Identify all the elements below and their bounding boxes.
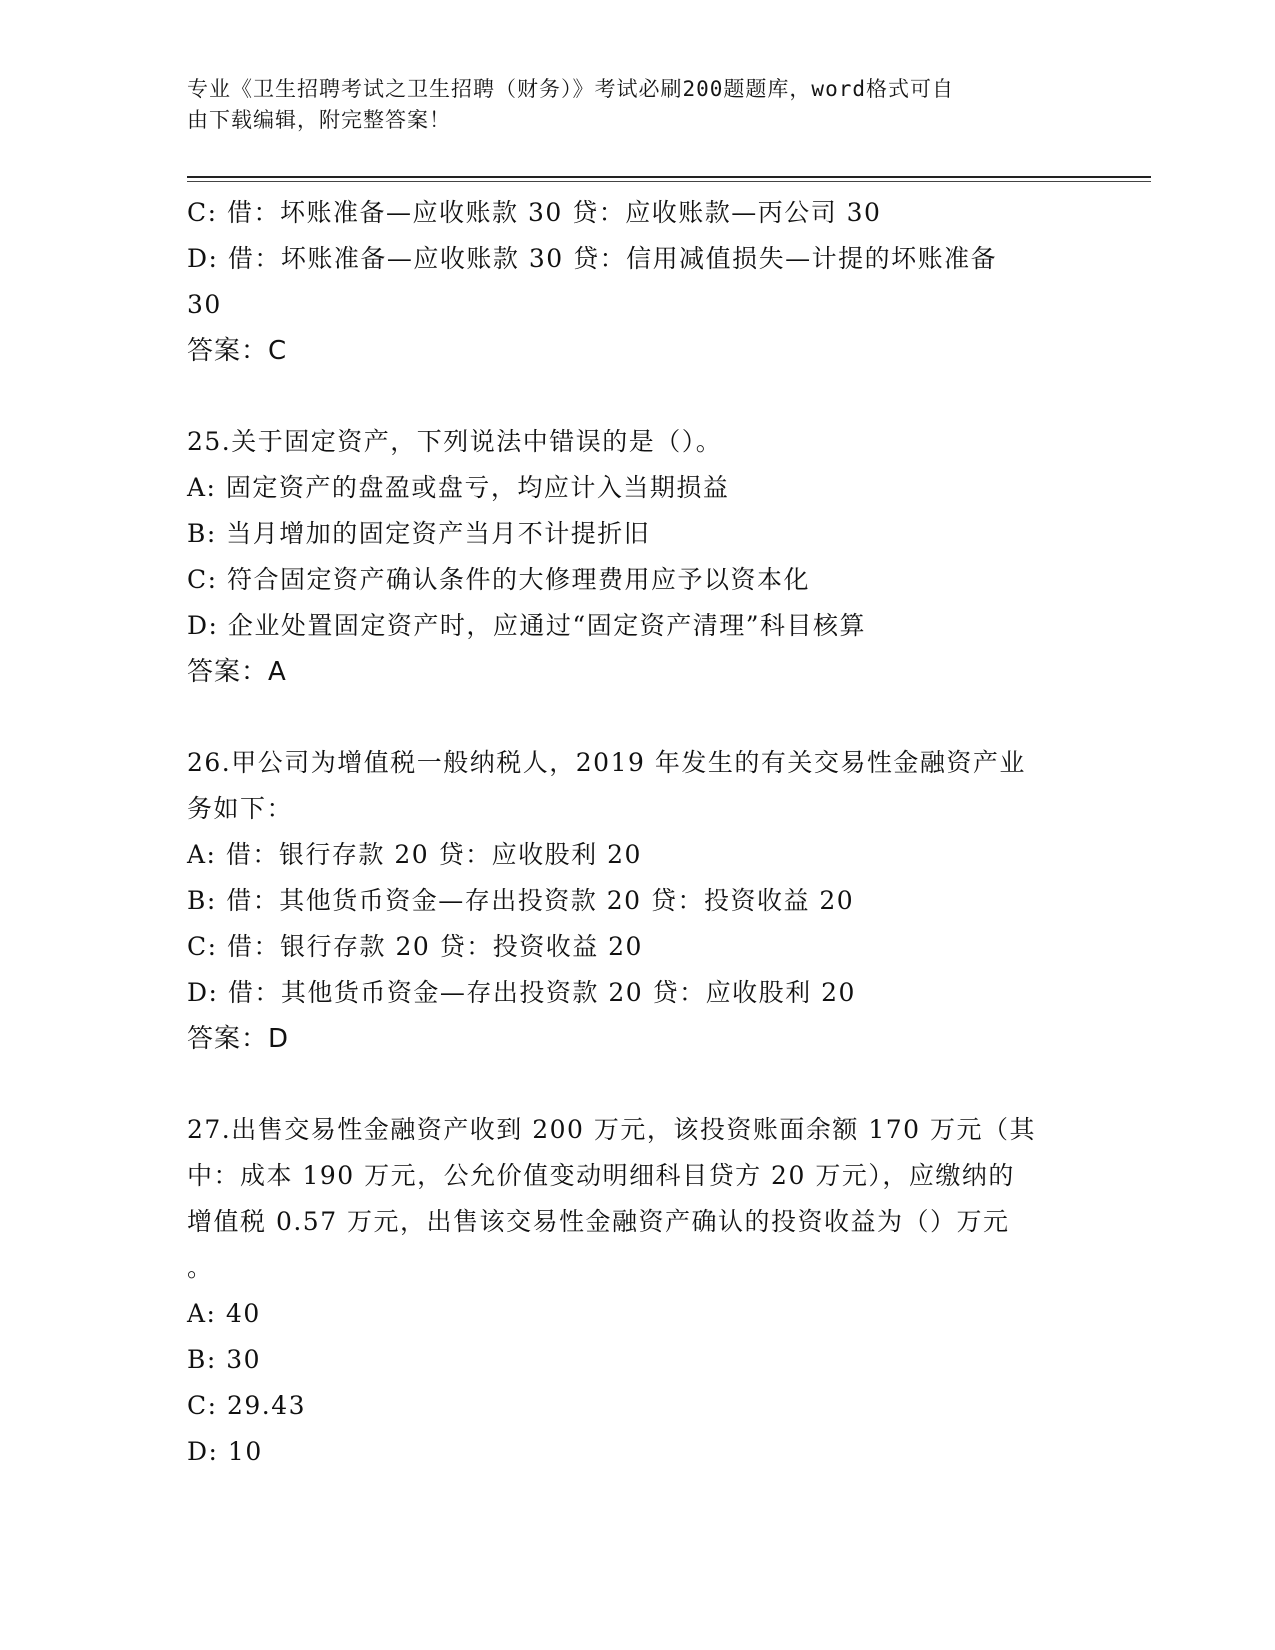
option-a: A: 固定资产的盘盈或盘亏，均应计入当期损益	[187, 473, 730, 502]
question-stem: 27.出售交易性金融资产收到 200 万元，该投资账面余额 170 万元（其	[187, 1115, 1036, 1144]
answer-label: 答案：C	[187, 336, 288, 366]
answer-label: 答案：D	[187, 1024, 290, 1054]
document-header	[187, 74, 1087, 136]
question-stem: 25.关于固定资产，下列说法中错误的是（）。	[187, 427, 723, 456]
question-block-25	[187, 419, 1087, 695]
question-stem-continued: 中：成本 190 万元，公允价值变动明细科目贷方 20 万元），应缴纳的	[187, 1161, 1015, 1190]
option-d: D: 借：其他货币资金—存出投资款 20 贷：应收股利 20	[187, 978, 856, 1007]
option-d-continued: 30	[187, 290, 222, 319]
option-c: C: 借：坏账准备—应收账款 30 贷：应收账款—丙公司 30	[187, 198, 882, 227]
header-divider-thick	[187, 176, 1151, 178]
option-d: D: 借：坏账准备—应收账款 30 贷：信用减值损失—计提的坏账准备	[187, 244, 998, 273]
option-d: D: 企业处置固定资产时，应通过“固定资产清理”科目核算	[187, 611, 866, 640]
answer-label: 答案：A	[187, 657, 287, 687]
option-a: A: 40	[187, 1299, 261, 1328]
option-b: B: 当月增加的固定资产当月不计提折旧	[187, 519, 651, 548]
question-stem-continued: 增值税 0.57 万元，出售该交易性金融资产确认的投资收益为（）万元	[187, 1207, 1010, 1236]
option-c: C: 符合固定资产确认条件的大修理费用应予以资本化	[187, 565, 811, 594]
question-block-26	[187, 740, 1087, 1062]
header-title-line2: 由下载编辑，附完整答案！	[187, 108, 451, 132]
header-title-line1: 专业《卫生招聘考试之卫生招聘（财务）》考试必刷200题题库，word格式可自	[187, 77, 954, 101]
question-stem-continued: 。	[187, 1253, 214, 1282]
question-block-24	[187, 190, 1087, 374]
option-b: B: 30	[187, 1345, 262, 1374]
question-block-27	[187, 1107, 1087, 1475]
question-stem-continued: 务如下：	[187, 794, 294, 823]
option-c: C: 29.43	[187, 1391, 307, 1420]
option-d: D: 10	[187, 1437, 263, 1466]
spacer	[187, 695, 1087, 740]
option-b: B: 借：其他货币资金—存出投资款 20 贷：投资收益 20	[187, 886, 855, 915]
header-divider-thin	[187, 181, 1151, 182]
option-c: C: 借：银行存款 20 贷：投资收益 20	[187, 932, 643, 961]
spacer	[187, 1062, 1087, 1107]
question-stem: 26.甲公司为增值税一般纳税人，2019 年发生的有关交易性金融资产业	[187, 748, 1026, 777]
spacer	[187, 374, 1087, 419]
option-a: A: 借：银行存款 20 贷：应收股利 20	[187, 840, 642, 869]
question-content	[187, 190, 1087, 1475]
